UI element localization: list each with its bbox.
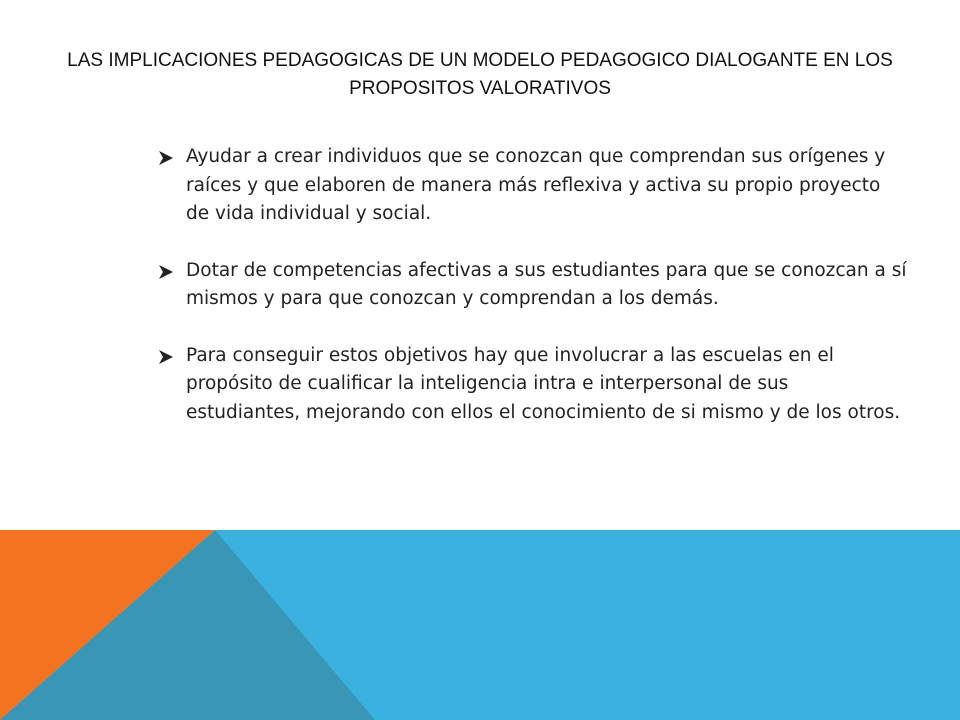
bullet-text-2: Dotar de competencias afectivas a sus estudiantes para que se conozcan a sí mismos y para que conozcan y comprendan a los demás. — [186, 259, 907, 309]
bullet-text-3: Para conseguir estos objetivos hay que involucrar a las escuelas en el propósito de cualificar la inteligencia intra e interpersonal de sus estudiantes, mejorando con ellos el conocimiento de si mismo y de los otros. — [186, 344, 901, 423]
arrowhead-bullet-icon — [158, 349, 174, 365]
bullet-list — [158, 143, 908, 455]
bullet-item-2 — [158, 257, 908, 314]
arrowhead-bullet-icon — [158, 264, 174, 280]
bullet-item-1 — [158, 143, 908, 229]
bullet-text-1: Ayudar a crear individuos que se conozcan que comprendan sus orígenes y raíces y que elaboren de manera más reflexiva y activa su propio proyecto de vida individual y social. — [186, 146, 886, 224]
decorative-background-band — [0, 530, 960, 720]
slide-title: LAS IMPLICACIONES PEDAGOGICAS DE UN MODELO PEDAGOGICO DIALOGANTE EN LOS PROPOSITOS VALORATIVOS — [67, 50, 893, 99]
arrowhead-bullet-icon — [158, 150, 174, 166]
bullet-item-3 — [158, 342, 908, 428]
